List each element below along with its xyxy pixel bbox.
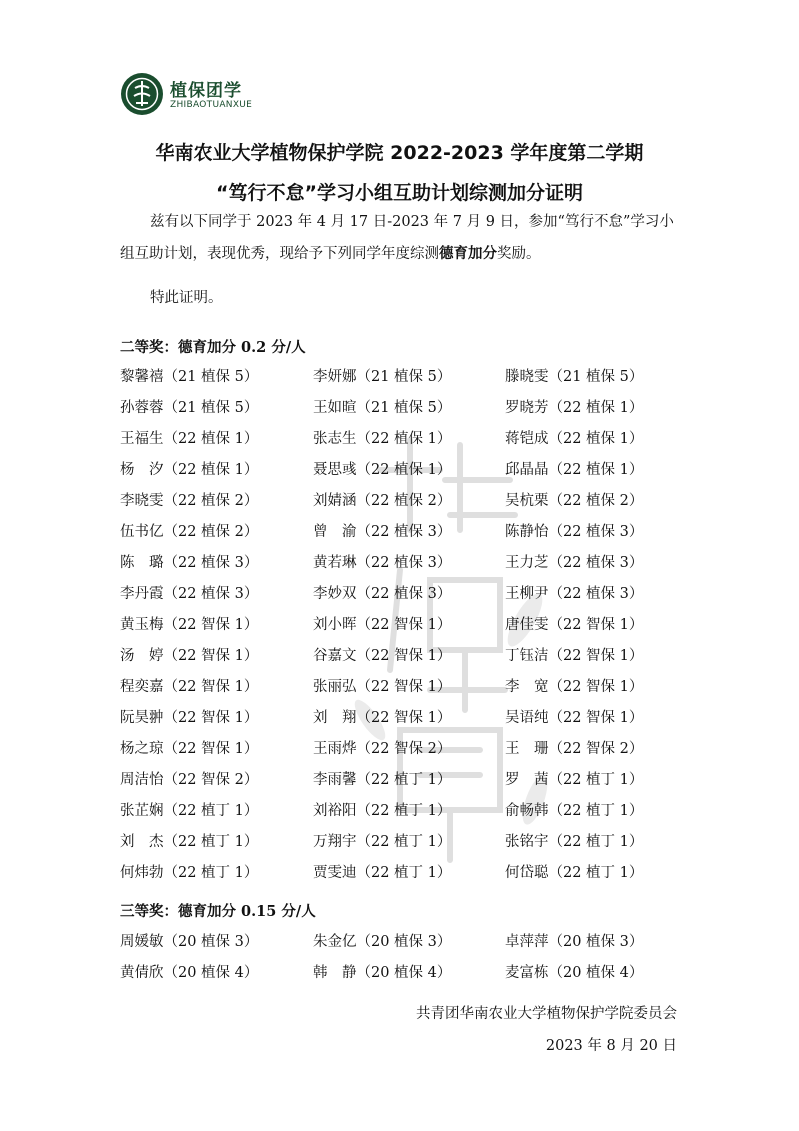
student-cell: 伍书亿（22 植保 2） (120, 524, 259, 540)
student-cell: 刘裕阳（22 植丁 1） (313, 803, 452, 819)
student-cell: 黄若琳（22 植保 3） (313, 555, 452, 571)
student-cell: 麦富栋（20 植保 4） (505, 965, 644, 981)
student-row (0, 396, 799, 427)
intro-paragraph (120, 207, 680, 270)
student-row (0, 489, 799, 520)
student-cell: 王柳尹（22 植保 3） (505, 586, 644, 602)
issue-date: 2023 年 8 月 20 日 (545, 1038, 677, 1054)
student-cell: 陈静怡（22 植保 3） (505, 524, 644, 540)
student-cell: 唐佳雯（22 智保 1） (505, 617, 644, 633)
student-row (0, 930, 799, 961)
document-title-line1: 华南农业大学植物保护学院 2022-2023 学年度第二学期 (155, 142, 644, 164)
student-cell: 刘小晖（22 智保 1） (313, 617, 452, 633)
student-cell: 周媛敏（20 植保 3） (120, 934, 259, 950)
student-cell: 李丹霞（22 植保 3） (120, 586, 259, 602)
student-cell: 张芷娴（22 植丁 1） (120, 803, 259, 819)
student-cell: 王福生（22 植保 1） (120, 431, 259, 447)
student-cell: 朱金亿（20 植保 3） (313, 934, 452, 950)
student-row (0, 861, 799, 892)
student-cell: 李妍娜（21 植保 5） (313, 369, 452, 385)
intro-text-end: 奖励。 (497, 246, 541, 262)
logo (120, 72, 260, 118)
student-row (0, 520, 799, 551)
student-cell: 王 珊（22 智保 2） (505, 741, 644, 757)
student-row (0, 737, 799, 768)
student-cell: 卓萍萍（20 植保 3） (505, 934, 644, 950)
logo-name-en: ZHIBAOTUANXUE (170, 100, 253, 110)
student-cell: 何岱聪（22 植丁 1） (505, 865, 644, 881)
student-cell: 李雨馨（22 植丁 1） (313, 772, 452, 788)
student-row (0, 830, 799, 861)
student-cell: 陈 璐（22 植保 3） (120, 555, 259, 571)
student-cell: 王力芝（22 植保 3） (505, 555, 644, 571)
student-row (0, 961, 799, 992)
student-cell: 汤 婷（22 智保 1） (120, 648, 259, 664)
issuer-organization: 共青团华南农业大学植物保护学院委员会 (416, 1006, 677, 1022)
student-cell: 孙蓉蓉（21 植保 5） (120, 400, 259, 416)
student-cell: 谷嘉文（22 智保 1） (313, 648, 452, 664)
document-title-line2: “笃行不怠”学习小组互助计划综测加分证明 (216, 182, 583, 204)
student-cell: 阮昊翀（22 智保 1） (120, 710, 259, 726)
student-cell: 王雨烨（22 智保 2） (313, 741, 452, 757)
student-cell: 张丽弘（22 智保 1） (313, 679, 452, 695)
student-cell: 吴杭栗（22 植保 2） (505, 493, 644, 509)
student-row (0, 551, 799, 582)
student-cell: 黄玉梅（22 智保 1） (120, 617, 259, 633)
student-cell: 刘 翔（22 智保 1） (313, 710, 452, 726)
student-row (0, 365, 799, 396)
student-row (0, 768, 799, 799)
student-row (0, 675, 799, 706)
student-cell: 何炜勃（22 植丁 1） (120, 865, 259, 881)
student-cell: 俞畅韩（22 植丁 1） (505, 803, 644, 819)
student-row (0, 613, 799, 644)
student-cell: 李晓雯（22 植保 2） (120, 493, 259, 509)
student-cell: 李 宽（22 智保 1） (505, 679, 644, 695)
student-row (0, 706, 799, 737)
student-cell: 刘 杰（22 植丁 1） (120, 834, 259, 850)
student-cell: 贾雯迪（22 植丁 1） (313, 865, 452, 881)
student-cell: 王如暄（21 植保 5） (313, 400, 452, 416)
third-prize-heading: 三等奖：德育加分 0.15 分/人 (120, 903, 316, 920)
student-cell: 罗晓芳（22 植保 1） (505, 400, 644, 416)
student-cell: 张铭宇（22 植丁 1） (505, 834, 644, 850)
intro-text: 兹有以下同学于 2023 年 4 月 17 日-2023 年 7 月 9 日，参加“笃行不怠”学习小组互助计划，表现优秀，现给予下列同学年度综测 (120, 214, 674, 262)
student-cell: 周洁怡（22 智保 2） (120, 772, 259, 788)
student-cell: 万翔宇（22 植丁 1） (313, 834, 452, 850)
student-cell: 滕晓雯（21 植保 5） (505, 369, 644, 385)
student-row (0, 644, 799, 675)
student-cell: 张志生（22 植保 1） (313, 431, 452, 447)
student-cell: 杨 汐（22 植保 1） (120, 462, 259, 478)
student-cell: 刘婧涵（22 植保 2） (313, 493, 452, 509)
student-cell: 蒋铠成（22 植保 1） (505, 431, 644, 447)
student-cell: 邱晶晶（22 植保 1） (505, 462, 644, 478)
student-cell: 曾 渝（22 植保 3） (313, 524, 452, 540)
student-cell: 杨之琼（22 智保 1） (120, 741, 259, 757)
student-row (0, 799, 799, 830)
student-row (0, 582, 799, 613)
second-prize-heading: 二等奖：德育加分 0.2 分/人 (120, 339, 306, 356)
student-cell: 黎馨禧（21 植保 5） (120, 369, 259, 385)
student-cell: 黄倩欣（20 植保 4） (120, 965, 259, 981)
student-cell: 李妙双（22 植保 3） (313, 586, 452, 602)
logo-emblem-icon (120, 72, 164, 116)
student-cell: 丁钰洁（22 智保 1） (505, 648, 644, 664)
student-cell: 韩 静（20 植保 4） (313, 965, 452, 981)
student-row (0, 427, 799, 458)
intro-emphasis: 德育加分 (439, 245, 497, 262)
student-cell: 程奕嘉（22 智保 1） (120, 679, 259, 695)
student-row (0, 458, 799, 489)
student-cell: 吴语纯（22 智保 1） (505, 710, 644, 726)
closing-text: 特此证明。 (150, 290, 223, 306)
logo-name-cn: 植保团学 (170, 81, 242, 101)
student-cell: 聂思彧（22 植保 1） (313, 462, 452, 478)
student-cell: 罗 茜（22 植丁 1） (505, 772, 644, 788)
